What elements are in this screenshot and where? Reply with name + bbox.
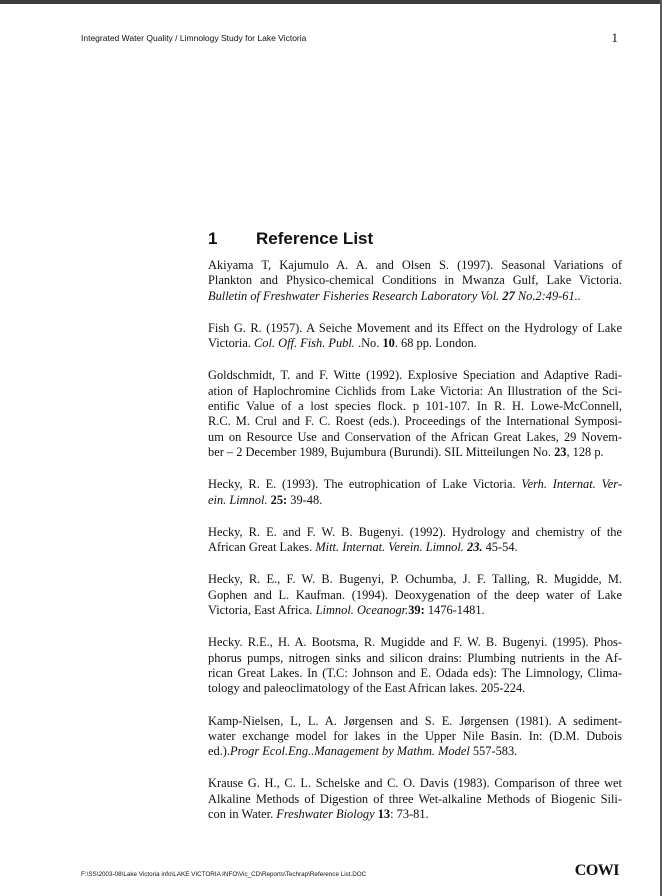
reference-text: Col. Off. Fish. Publ. — [254, 336, 355, 351]
reference-text: ber – 2 December 1989, Bujumbura (Burundi). SIL Mitteilungen No. — [208, 444, 555, 459]
reference-text: Goldschmidt, T. and F. Witte (1992). Explosive Speciation and Adaptive Radi- — [208, 368, 622, 383]
reference-line — [208, 414, 622, 429]
reference-text: .No. — [354, 336, 383, 351]
reference-text: Hecky, R. E. (1993). The eutrophication of Lake Victoria. — [208, 477, 522, 492]
reference-line — [208, 572, 622, 587]
reference-text: ein. Limnol. — [208, 492, 268, 507]
reference-text: Akiyama T, Kajumulo A. A. and Olsen S. (1997). Seasonal Variations of — [208, 258, 622, 272]
reference-text: Hecky, R. E., F. W. B. Bugenyi, P. Ochumba, J. F. Talling, R. Mugidde, M. — [208, 572, 622, 587]
reference-text: Fish G. R. (1957). A Seiche Movement and its Effect on the Hydrology of Lake — [208, 320, 622, 335]
reference-text: Gophen and L. Kaufman. (1994). Deoxygenation of the deep water of Lake — [208, 587, 622, 602]
footer-file-path: F:\SS\2003-08\Lake Victoria info\LAKE VICTORIA INFO\Vic_CD\Reports\Techrap\Reference List.DOC — [81, 871, 367, 878]
reference-text: 39-48. — [287, 492, 323, 507]
reference-text: entific Value of a lost species flock. p 101-107. In R. H. Lowe-McConnell, — [208, 399, 622, 414]
reference-entry — [208, 572, 622, 618]
reference-line — [208, 603, 622, 618]
reference-text: rican Great Lakes. In (T.C: Johnson and E. Odada eds): The Limnology, Clima- — [208, 665, 622, 680]
reference-text: Victoria. — [208, 336, 255, 351]
reference-text: Hecky, R. E. and F. W. B. Bugenyi. (1992). Hydrology and chemistry of the — [208, 524, 622, 539]
reference-text: Verh. Internat. Ver- — [521, 477, 622, 492]
reference-entry — [208, 776, 622, 822]
reference-text: Alkaline Methods of Digestion of three Wet-alkaline Methods of Biogenic Sili- — [208, 791, 622, 806]
reference-text: um on Resource Use and Conservation of the African Great Lakes, 29 Novem- — [208, 429, 622, 444]
reference-text: . 68 pp. London. — [394, 336, 477, 351]
reference-line — [208, 588, 622, 603]
reference-text: : 73-81. — [390, 807, 429, 822]
reference-text: Victoria, East Africa. — [208, 603, 316, 618]
reference-line — [208, 666, 622, 681]
reference-text: Limnol. Oceanogr. — [315, 603, 409, 618]
running-header-title: Integrated Water Quality / Limnology Study for Lake Victoria — [81, 33, 307, 43]
reference-line — [208, 807, 622, 822]
reference-text: 23 — [554, 444, 567, 459]
reference-entry — [208, 714, 622, 760]
reference-line — [208, 477, 622, 492]
reference-line — [208, 289, 622, 304]
reference-text: con in Water. — [208, 807, 277, 822]
reference-text: 10 — [382, 336, 395, 351]
reference-text: 45-54. — [482, 540, 518, 555]
reference-text: , 128 p. — [566, 444, 604, 459]
reference-text: Hecky. R.E., H. A. Bootsma, R. Mugidde and F. W. B. Bugenyi. (1995). Phos- — [208, 635, 622, 650]
reference-text: 23. — [467, 540, 483, 555]
reference-line — [208, 445, 622, 460]
section-heading — [208, 229, 373, 249]
reference-line — [208, 776, 622, 791]
reference-line — [208, 651, 622, 666]
reference-line — [208, 540, 622, 555]
reference-line — [208, 729, 622, 744]
reference-text: Progr Ecol.Eng..Management by Mathm. Model — [230, 744, 470, 759]
reference-line — [208, 681, 622, 696]
reference-text: 27 — [502, 288, 515, 303]
reference-entry — [208, 525, 622, 556]
reference-text: African Great Lakes. — [208, 540, 316, 555]
reference-line — [208, 321, 622, 336]
reference-line — [208, 744, 622, 759]
reference-text: Freshwater Biology — [276, 807, 375, 822]
reference-line — [208, 525, 622, 540]
reference-list — [208, 258, 622, 839]
reference-line — [208, 792, 622, 807]
reference-text: 1476-1481. — [424, 603, 485, 618]
reference-text: Plankton and Physico-chemical Conditions in Mwanza Gulf, Lake Victoria. — [208, 273, 622, 288]
reference-text: tology and paleoclimatology of the East African lakes. 205-224. — [208, 681, 526, 696]
reference-line — [208, 384, 622, 399]
reference-text: 557-583. — [469, 744, 518, 759]
reference-text: water exchange model for lakes in the Upper Nile Basin. In: (D.M. Dubois — [208, 728, 622, 743]
reference-text: Bulletin of Freshwater Fisheries Research Laboratory Vol. — [208, 288, 503, 303]
reference-line — [208, 635, 622, 650]
reference-entry — [208, 635, 622, 696]
reference-entry — [208, 477, 622, 508]
reference-text: 13 — [377, 807, 391, 822]
section-title: Reference List — [256, 229, 374, 248]
reference-text: No.2:49-61.. — [514, 288, 581, 303]
reference-text: Krause G. H., C. L. Schelske and C. O. Davis (1983). Comparison of three wet — [208, 776, 622, 791]
reference-text: phorus pumps, nitrogen sinks and silicon drains: Plumbing nutrients in the Af- — [208, 650, 622, 665]
cowi-logo: COWI — [574, 862, 619, 879]
reference-entry — [208, 258, 622, 304]
reference-line — [208, 258, 622, 273]
reference-entry — [208, 321, 622, 352]
reference-line — [208, 493, 622, 508]
reference-text: Kamp-Nielsen, L, L. A. Jørgensen and S. E. Jørgensen (1981). A sediment- — [208, 713, 622, 728]
reference-text: R.C. M. Crul and F. C. Roest (eds.). Proceedings of the International Symposi- — [208, 414, 622, 429]
reference-text: ation of Haplochromine Cichlids from Lake Victoria: An Illustration of the Sci- — [208, 383, 622, 398]
reference-line — [208, 368, 622, 383]
reference-text: Mitt. Internat. Verein. Limnol. — [315, 540, 468, 555]
reference-line — [208, 273, 622, 288]
reference-text: 39: — [408, 603, 425, 618]
page-top-border — [0, 0, 662, 4]
reference-text: 25: — [270, 492, 288, 507]
section-number: 1 — [208, 229, 218, 248]
reference-entry — [208, 368, 622, 460]
reference-line — [208, 430, 622, 445]
page-number: 1 — [611, 30, 618, 45]
reference-line — [208, 714, 622, 729]
reference-text: ed.). — [208, 744, 231, 759]
reference-line — [208, 336, 622, 351]
reference-line — [208, 399, 622, 414]
